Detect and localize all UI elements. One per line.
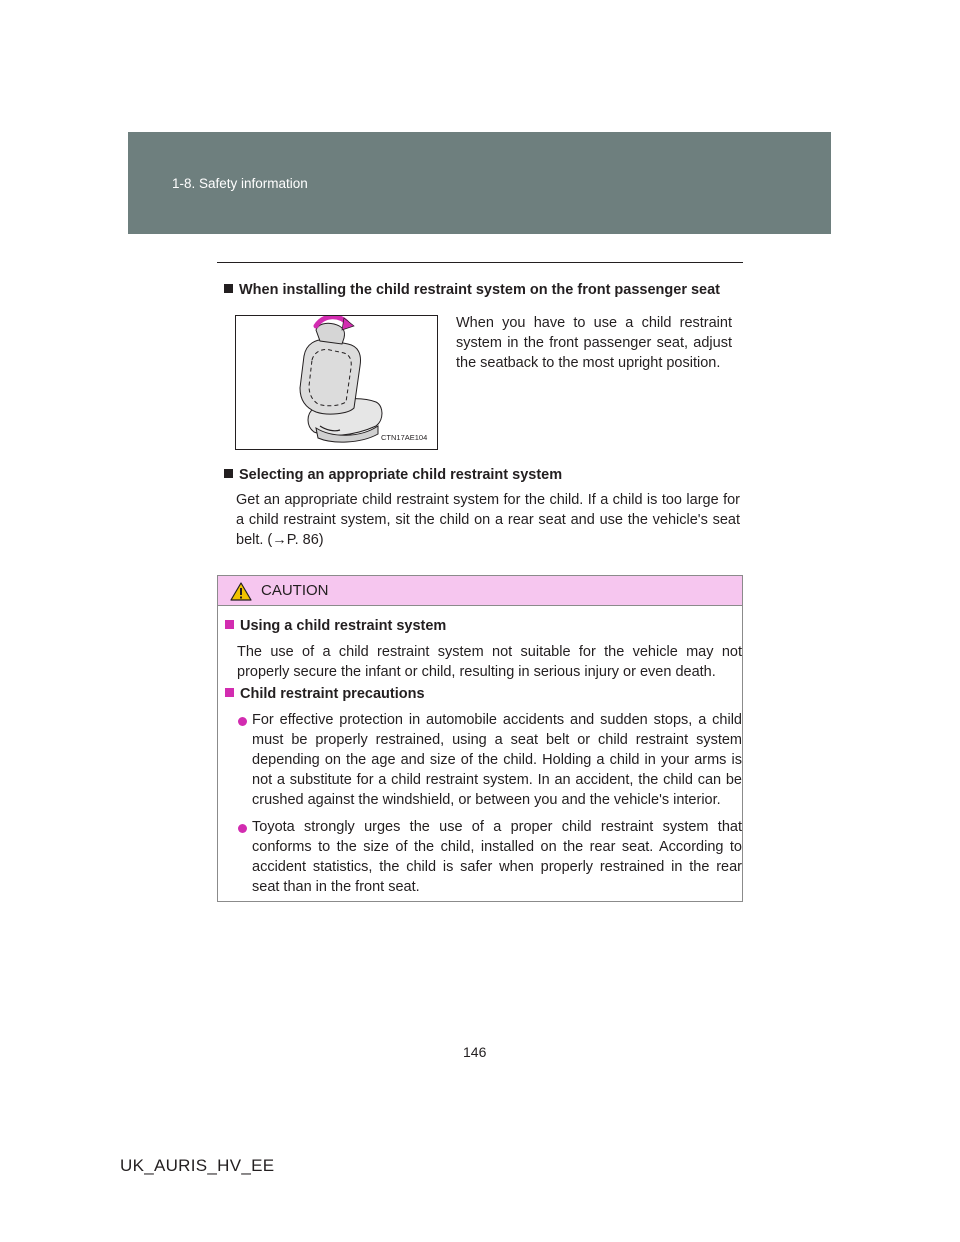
caution-header [218,576,742,606]
caution-heading-2-text: Child restraint precautions [240,686,425,702]
round-bullet-icon [238,824,247,833]
seat-figure [235,315,438,450]
warning-triangle-icon [230,582,252,601]
section2-text: Get an appropriate child restraint system for the child. If a child is too large for a child restraint system, sit the child on a rear seat and use the vehicle's seat belt. (→P. 86) [236,492,740,548]
square-bullet-icon [224,469,233,478]
section-title: 1-8. Safety information [172,176,308,191]
round-bullet-icon [238,717,247,726]
caution-bullet-2: Toyota strongly urges the use of a proper child restraint system that conforms to the size of the child, installed on the rear seat. According to accident statistics, the child is safer when properly restrained in the rear seat than in the front seat. [252,819,742,895]
page-number: 146 [463,1044,487,1060]
section2-heading-text: Selecting an appropriate child restraint system [239,467,563,483]
section2-heading [224,466,562,484]
caution-text-1: The use of a child restraint system not suitable for the vehicle may not properly secure the infant or child, resulting in serious injury or even death. [237,644,742,680]
square-bullet-icon [225,620,234,629]
square-bullet-icon [224,284,233,293]
caution-bullet-1: For effective protection in automobile accidents and sudden stops, a child must be properly restrained, using a seat belt or child restraint system depending on the age and size of the child. Holding a child in your arms is not a substitute for a child restraint system. In an accident, the child can be crushed against the windshield, or between you and the vehicle's interior. [252,712,742,808]
section1-heading-text: When installing the child restraint system on the front passenger seat [239,282,721,298]
section1-text: When you have to use a child restraint system in the front passenger seat, adjust the seatback to the most upright position. [456,315,732,371]
square-bullet-icon [225,688,234,697]
section-rule [217,262,743,263]
caution-heading-1-text: Using a child restraint system [240,618,447,634]
section1-heading [224,281,720,299]
caution-box [217,575,743,902]
caution-heading-2 [225,686,425,702]
caution-title: CAUTION [261,582,329,599]
caution-heading-1 [225,618,446,634]
header-band [128,132,831,234]
seat-adjustment-illustration [236,316,437,449]
figure-code: CTN17AE104 [381,433,428,442]
footer-code: UK_AURIS_HV_EE [120,1156,275,1175]
